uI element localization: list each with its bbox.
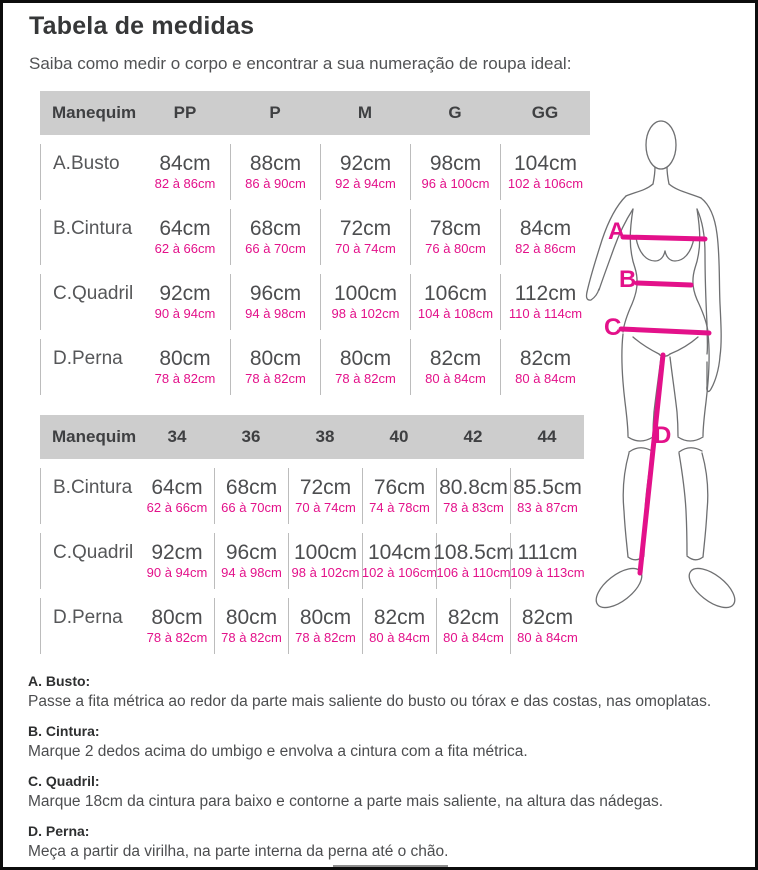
size-cell xyxy=(320,209,410,265)
size-value: 80.8cm xyxy=(439,476,508,499)
size-value: 80cm xyxy=(299,606,352,629)
size-cell xyxy=(362,468,436,524)
size-range: 109 à 113cm xyxy=(510,565,585,580)
size-cell xyxy=(288,598,362,654)
size-value: 92cm xyxy=(151,541,203,564)
size-range: 78 à 82cm xyxy=(295,630,356,645)
note-cintura xyxy=(28,722,738,761)
row-label-quadril: C.Quadril xyxy=(40,533,140,589)
size-range: 70 à 74cm xyxy=(335,241,396,256)
size-value: 104cm xyxy=(513,152,578,175)
size-range: 83 à 87cm xyxy=(517,500,578,515)
size-cell xyxy=(510,598,584,654)
size-cell xyxy=(230,339,320,395)
size-cell xyxy=(214,468,288,524)
size-value: 104cm xyxy=(367,541,432,564)
size-range: 62 à 66cm xyxy=(146,500,208,515)
header-g: G xyxy=(410,91,500,135)
size-table-numbers xyxy=(40,415,596,654)
size-value: 80cm xyxy=(249,347,302,370)
size-range: 78 à 82cm xyxy=(154,371,216,386)
size-range: 78 à 82cm xyxy=(221,630,282,645)
size-cell xyxy=(410,144,500,200)
size-range: 80 à 84cm xyxy=(425,371,486,386)
scrollbar-fragment[interactable] xyxy=(333,865,448,870)
size-value: 112cm xyxy=(514,282,577,305)
size-value: 85.5cm xyxy=(513,476,582,499)
size-range: 102 à 106cm xyxy=(507,176,584,191)
size-range: 102 à 106cm xyxy=(361,565,438,580)
page-title: Tabela de medidas xyxy=(29,12,255,40)
size-value: 100cm xyxy=(293,541,358,564)
size-cell xyxy=(140,144,230,200)
row-label-quadril: C.Quadril xyxy=(40,274,140,330)
size-value: 88cm xyxy=(249,152,302,175)
size-value: 96cm xyxy=(249,282,302,305)
size-value: 82cm xyxy=(521,606,574,629)
size-value: 68cm xyxy=(225,476,278,499)
header-34: 34 xyxy=(140,415,214,459)
size-value: 72cm xyxy=(299,476,352,499)
size-range: 82 à 86cm xyxy=(515,241,576,256)
size-cell xyxy=(140,468,214,524)
header-gg: GG xyxy=(500,91,590,135)
note-busto xyxy=(28,672,738,711)
row-label-cintura: B.Cintura xyxy=(40,209,140,265)
size-range: 78 à 83cm xyxy=(443,500,504,515)
size-cell xyxy=(230,209,320,265)
row-label-perna: D.Perna xyxy=(40,598,140,654)
size-value: 84cm xyxy=(159,152,211,175)
size-cell xyxy=(500,144,590,200)
size-value: 82cm xyxy=(373,606,426,629)
size-cell xyxy=(510,468,584,524)
header-44: 44 xyxy=(510,415,584,459)
tables-area xyxy=(40,91,596,654)
size-value: 76cm xyxy=(373,476,426,499)
size-range: 86 à 90cm xyxy=(245,176,306,191)
size-cell xyxy=(410,274,500,330)
size-cell xyxy=(500,274,590,330)
size-cell xyxy=(410,339,500,395)
row-label-busto: A.Busto xyxy=(40,144,140,200)
size-cell xyxy=(362,598,436,654)
note-title: D. Perna: xyxy=(28,823,90,839)
note-perna xyxy=(28,822,738,861)
size-value: 64cm xyxy=(159,217,211,240)
size-range: 80 à 84cm xyxy=(443,630,504,645)
header-p: P xyxy=(230,91,320,135)
size-range: 98 à 102cm xyxy=(331,306,400,321)
size-cell xyxy=(214,598,288,654)
size-cell xyxy=(140,274,230,330)
note-text: Marque 2 dedos acima do umbigo e envolva a cintura com a fita métrica. xyxy=(28,743,528,760)
size-range: 96 à 100cm xyxy=(421,176,490,191)
size-cell xyxy=(230,274,320,330)
size-range: 106 à 110cm xyxy=(436,565,511,580)
size-range: 76 à 80cm xyxy=(425,241,486,256)
note-quadril xyxy=(28,772,738,811)
size-cell xyxy=(214,533,288,589)
size-value: 82cm xyxy=(447,606,500,629)
size-range: 90 à 94cm xyxy=(154,306,216,321)
row-label-cintura: B.Cintura xyxy=(40,468,140,524)
header-36: 36 xyxy=(214,415,288,459)
size-cell xyxy=(500,339,590,395)
size-range: 80 à 84cm xyxy=(517,630,578,645)
size-range: 74 à 78cm xyxy=(369,500,430,515)
size-range: 104 à 108cm xyxy=(417,306,494,321)
header-40: 40 xyxy=(362,415,436,459)
size-range: 80 à 84cm xyxy=(515,371,576,386)
size-value: 100cm xyxy=(333,282,398,305)
note-text: Passe a fita métrica ao redor da parte mais saliente do busto ou tórax e das costas, nas omoplatas. xyxy=(28,693,712,710)
size-range: 62 à 66cm xyxy=(154,241,216,256)
size-range: 94 à 98cm xyxy=(245,306,306,321)
size-cell xyxy=(500,209,590,265)
size-value: 64cm xyxy=(151,476,203,499)
size-cell xyxy=(362,533,436,589)
size-range: 82 à 86cm xyxy=(154,176,216,191)
size-cell xyxy=(436,598,510,654)
measure-label-b: B xyxy=(619,266,637,293)
header-m: M xyxy=(320,91,410,135)
size-value: 78cm xyxy=(429,217,482,240)
size-value: 82cm xyxy=(519,347,572,370)
size-value: 80cm xyxy=(339,347,392,370)
size-value: 111cm xyxy=(517,541,578,564)
measure-label-a: A xyxy=(608,218,626,245)
size-value: 72cm xyxy=(339,217,392,240)
size-cell xyxy=(433,533,514,589)
size-value: 106cm xyxy=(423,282,488,305)
size-value: 80cm xyxy=(225,606,278,629)
size-range: 78 à 82cm xyxy=(245,371,306,386)
measurement-notes xyxy=(28,672,738,861)
size-cell xyxy=(436,468,510,524)
size-cell xyxy=(140,533,214,589)
note-title: A. Busto: xyxy=(28,673,91,689)
note-title: B. Cintura: xyxy=(28,723,100,739)
size-cell xyxy=(320,274,410,330)
header-manequim: Manequim xyxy=(40,415,140,459)
size-range: 78 à 82cm xyxy=(146,630,208,645)
size-value: 84cm xyxy=(519,217,572,240)
size-value: 108.5cm xyxy=(433,541,514,564)
size-cell xyxy=(140,209,230,265)
size-value: 80cm xyxy=(151,606,203,629)
size-range: 98 à 102cm xyxy=(291,565,360,580)
size-range: 66 à 70cm xyxy=(245,241,306,256)
header-pp: PP xyxy=(140,91,230,135)
note-title: C. Quadril: xyxy=(28,773,100,789)
measure-label-d: D xyxy=(654,422,672,449)
size-range: 110 à 114cm xyxy=(508,306,583,321)
size-cell xyxy=(288,468,362,524)
size-cell xyxy=(510,533,584,589)
size-cell xyxy=(288,533,362,589)
size-cell xyxy=(410,209,500,265)
header-38: 38 xyxy=(288,415,362,459)
size-range: 70 à 74cm xyxy=(295,500,356,515)
size-cell xyxy=(140,598,214,654)
size-value: 92cm xyxy=(159,282,211,305)
size-value: 98cm xyxy=(429,152,482,175)
note-text: Meça a partir da virilha, na parte interna da perna até o chão. xyxy=(28,843,449,860)
size-table-letters xyxy=(40,91,596,395)
size-range: 78 à 82cm xyxy=(335,371,396,386)
measurement-lines xyxy=(621,237,709,573)
size-value: 80cm xyxy=(159,347,211,370)
size-range: 90 à 94cm xyxy=(146,565,208,580)
size-cell xyxy=(320,339,410,395)
size-value: 92cm xyxy=(339,152,392,175)
size-cell xyxy=(140,339,230,395)
size-value: 82cm xyxy=(429,347,482,370)
row-label-perna: D.Perna xyxy=(40,339,140,395)
size-value: 68cm xyxy=(249,217,302,240)
size-range: 80 à 84cm xyxy=(369,630,430,645)
size-value: 96cm xyxy=(225,541,278,564)
size-range: 92 à 94cm xyxy=(335,176,396,191)
page-subtitle: Saiba como medir o corpo e encontrar a sua numeração de roupa ideal: xyxy=(29,54,572,73)
size-cell xyxy=(230,144,320,200)
size-range: 66 à 70cm xyxy=(221,500,282,515)
note-text: Marque 18cm da cintura para baixo e contorne a parte mais saliente, na altura das nádegas. xyxy=(28,793,664,810)
size-cell xyxy=(320,144,410,200)
measure-label-c: C xyxy=(604,314,622,341)
header-manequim: Manequim xyxy=(40,91,140,135)
size-range: 94 à 98cm xyxy=(221,565,282,580)
header-42: 42 xyxy=(436,415,510,459)
